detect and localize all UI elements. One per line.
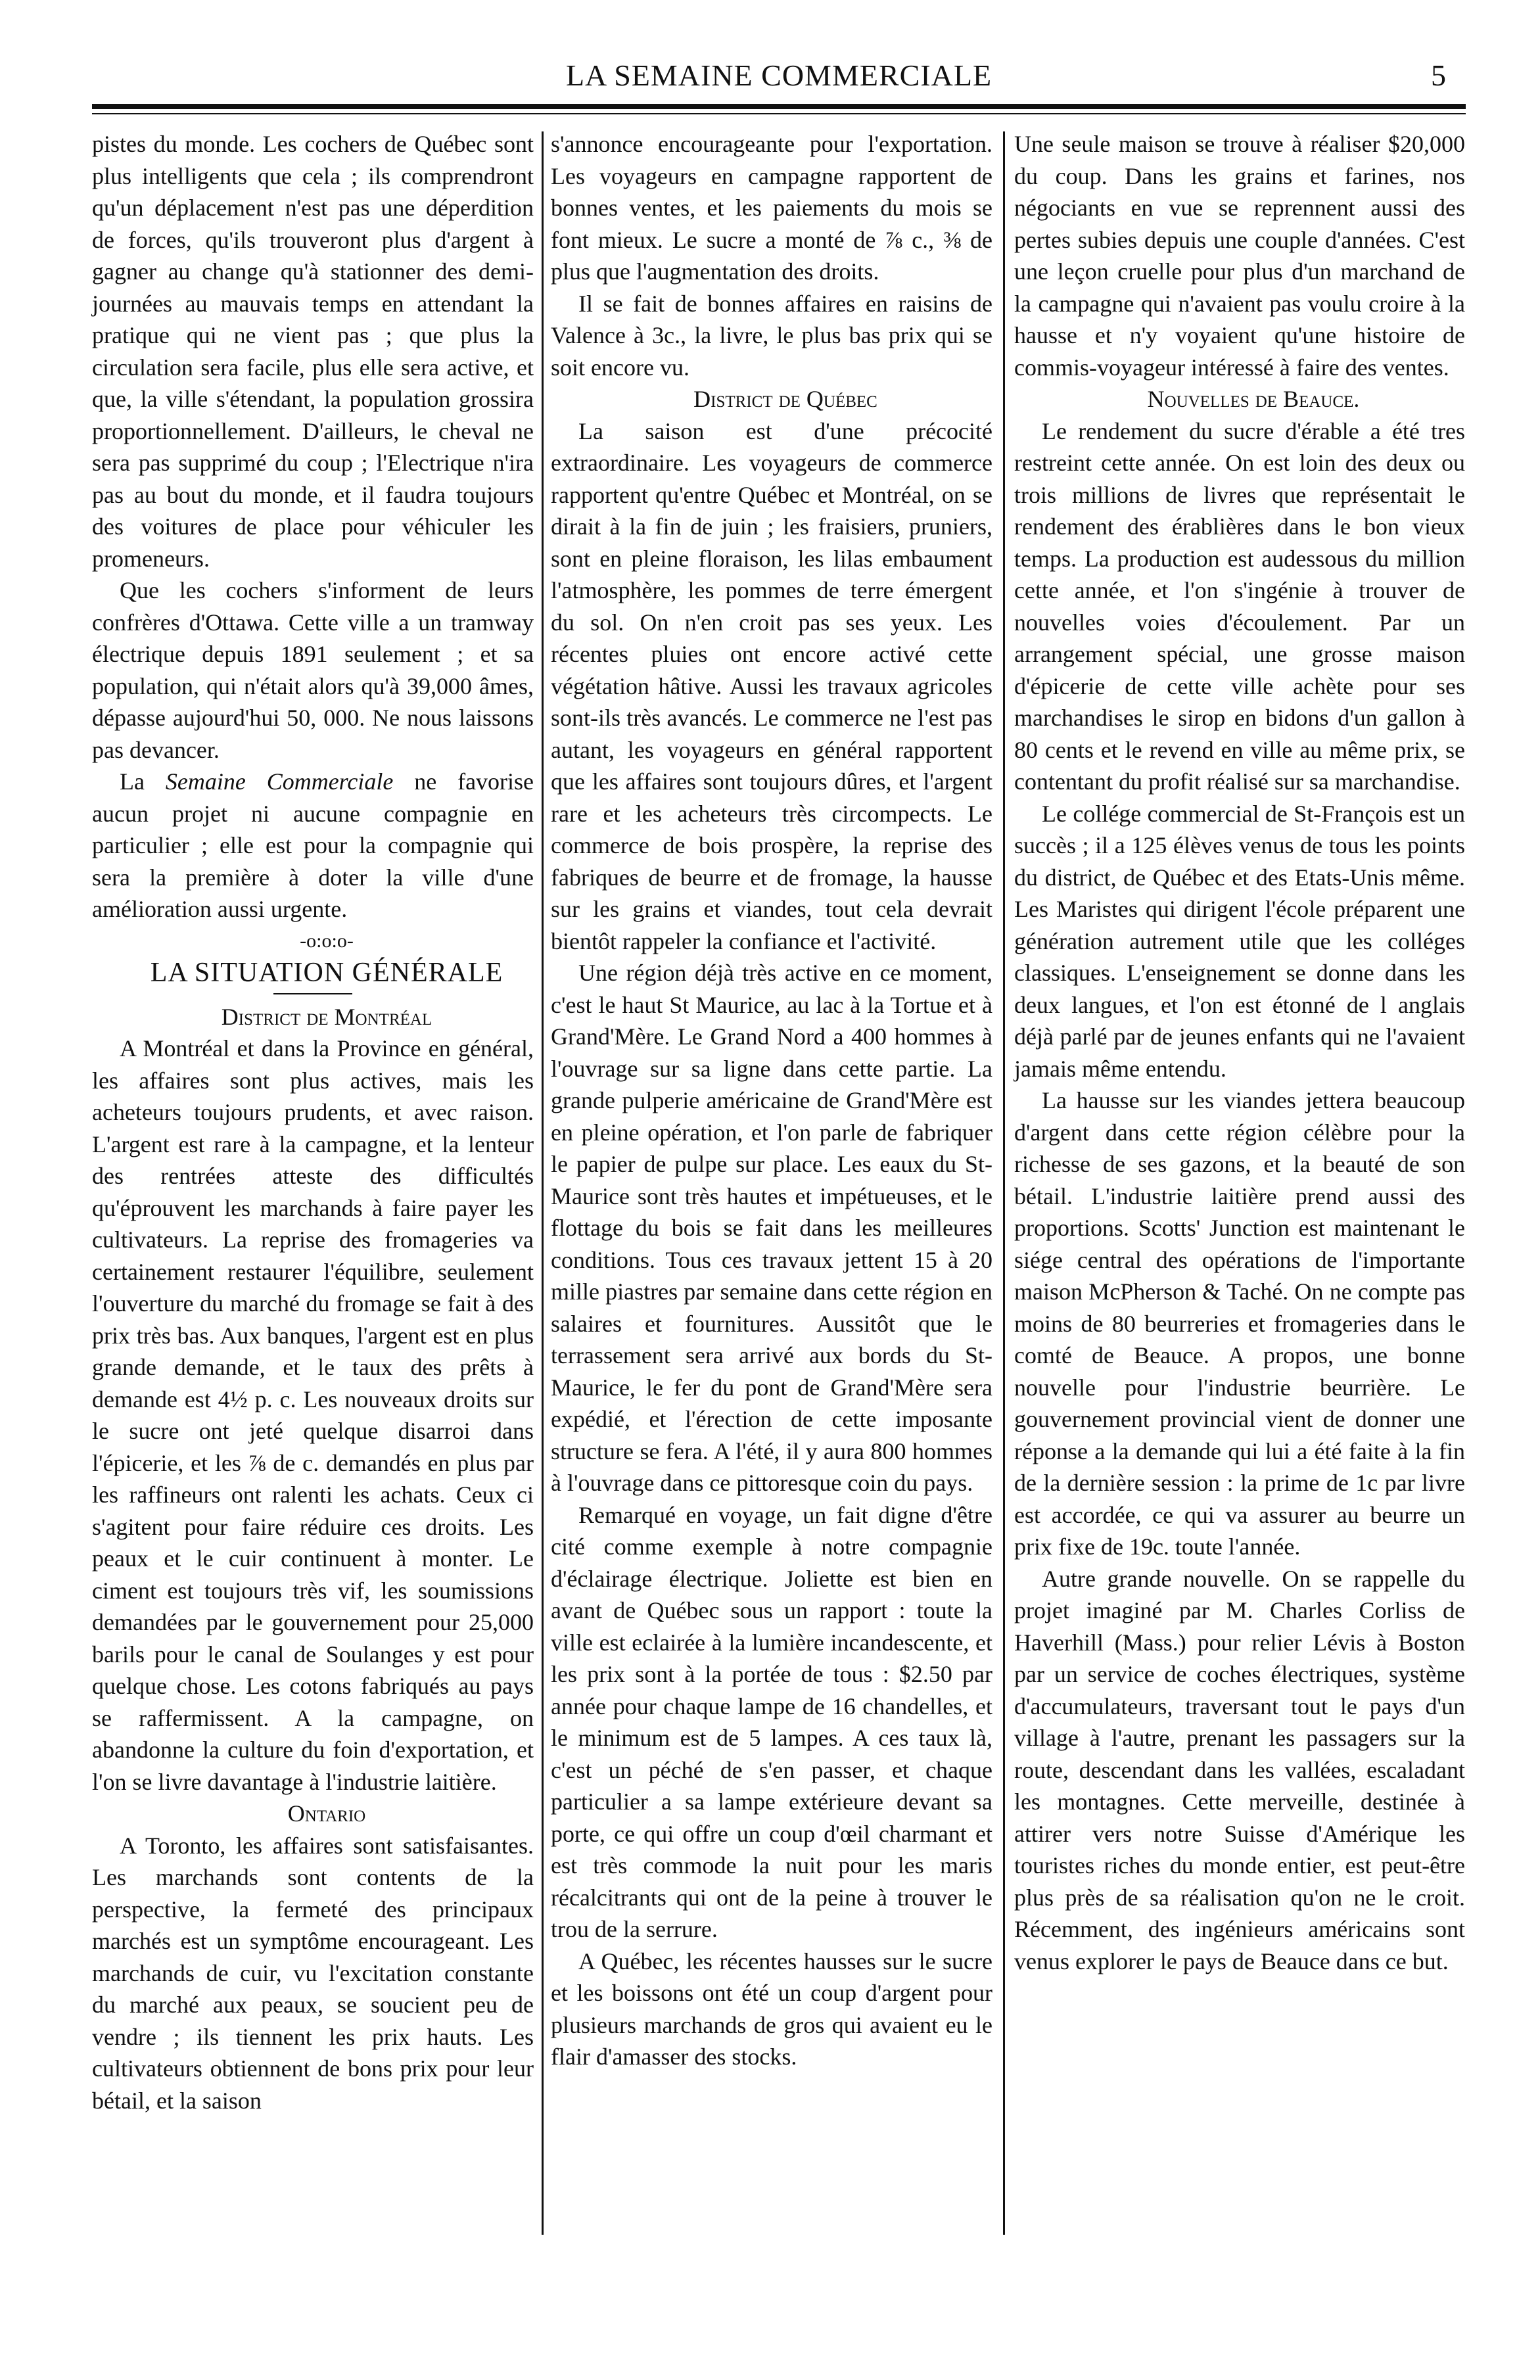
page-number: 5 [1431,58,1446,92]
article-paragraph: Il se fait de bonnes affaires en raisins de Valence à 3c., la livre, le plus bas prix qui se soit encore vu. [551,290,992,381]
publication-title: LA SEMAINE COMMERCIALE [565,58,992,92]
subhead-beauce: Nouvelles de Beauce. [1147,386,1360,412]
article-paragraph: La hausse sur les viandes jettera beaucoup d'argent dans cette région célèbre pour la richesse de ses gazons, et la beauté de son bétail. L'industrie laitière prend aussi des proportions. Scotts' Junction est maintenant le siége central des opérations de l'importante maison McPherson & Taché. On ne compte pas moins de 80 beurreries et fromageries dans le comté de Beauce. A propos, une bonne nouvelle pour l'industrie beurrière. Le gouvernement provincial vient de donner une réponse a la demande qui lui a été faite à la fin de la dernière session : la prime de 1c par livre est accordée, ce qui va assurer au beurre un prix fixe de 19c. toute l'année. [1014,1087,1465,1560]
article-paragraph: Une région déjà très active en ce moment, c'est le haut St Maurice, au lac à la Tortue et à Grand'Mère. Le Grand Nord a 400 hommes à l'ouvrage sur sa ligne dans cette partie. La grande pulperie américaine de Grand'Mère est en pleine opération, et l'on parle de fabriquer le papier de pulpe sur place. Les eaux du St-Maurice sont très hautes et impétueuses, et le flottage du bois se fait dans les meilleures conditions. Tous ces travaux jettent 15 à 20 mille piastres par semaine dans cette région en salaires et fournitures. Aussitôt que le terrassement sera arrivé aux bords du St-Maurice, le fer du pont de Grand'Mère sera expédié, et l'érection de cette imposante structure se fera. A l'été, il y aura 800 hommes à l'ouvrage dans ce pittoresque coin du pays. [551,960,992,1496]
column-divider-2 [1003,131,1005,2235]
column-2 [551,128,992,2073]
subhead-quebec: District de Québec [693,386,877,412]
article-paragraph: A Québec, les récentes hausses sur le sucre et les boissons ont été un coup d'argent pour plusieurs marchands de gros qui avaient eu le flair d'amasser des stocks. [551,1948,992,2070]
column-divider-1 [542,131,544,2235]
page-header [85,46,1472,99]
article-paragraph: pistes du monde. Les cochers de Québec sont plus intelligents que cela ; ils comprendront qu'un déplacement n'est pas une déperdition de forces, qu'ils trouveront plus d'argent à gagner au change qu'à stationner des demi-journées au mauvais temps en attendant la pratique qui ne vient pas ; que plus la circulation sera facile, plus elle sera active, et que, la ville s'étendant, la population grossira proportionnellement. D'ailleurs, le cheval ne sera pas supprimé du coup ; l'Electrique n'ira pas au bout du monde, et il faudra toujours des voitures de place pour véhiculer les promeneurs. [92,131,534,572]
section-rule [273,993,352,994]
column-3 [1014,128,1465,1977]
subhead-montreal: District de Montréal [221,1003,432,1030]
article-paragraph: La saison est d'une précocité extraordinaire. Les voyageurs de commerce rapportent qu'entre Québec et Montréal, on se dirait à la fin de juin ; les fraisiers, pruniers, sont en pleine floraison, les lilas embaument l'atmosphère, les pommes de terre émergent du sol. On n'en croit pas ses yeux. Les récentes pluies ont encore activé cette végétation hâtive. Aussi les travaux agricoles sont-ils très avancés. Le commerce ne l'est pas autant, les voyageurs en général rapportent que les affaires sont toujours dûres, et l'argent rare et les acheteurs très circompects. Le commerce de bois prospère, la reprise des fabriques de beurre et de fromage, la hausse sur les grains et viandes, tout cela devrait bientôt rappeler la confiance et l'activité. [551,417,992,954]
paragraph-rest: ne favorise aucun projet ni aucune compagnie en particulier ; elle est pour la compagnie qui sera la première à doter la ville d'une amélioration aussi urgente. [92,768,534,922]
paragraph-lead: La [120,768,145,795]
header-rule-thin [92,113,1466,114]
publication-name-italic: Semaine Commerciale [165,768,394,795]
article-paragraph: Le collége commercial de St-François est un succès ; il a 125 élèves venus de tous les points du district, de Québec et des Etats-Unis même. Les Maristes qui dirigent l'école préparent une génération autrement utile que les colléges classiques. L'enseignement se donne dans les deux langues, et l'on est étonné de l anglais déjà parlé par de jeunes enfants qui ne l'avaient jamais même entendu. [1014,800,1465,1082]
section-title: LA SITUATION GÉNÉRALE [150,958,503,988]
subhead-ontario: Ontario [287,1800,366,1827]
article-paragraph: s'annonce encourageante pour l'exportation. Les voyageurs en campagne rapportent de bonnes ventes, et les paiements du mois se font mieux. Le sucre a monté de ⅞ c., ⅜ de plus que l'augmentation des droits. [551,131,992,285]
separator: -o:o:o- [300,929,354,952]
article-paragraph: Remarqué en voyage, un fait digne d'être cité comme exemple à notre compagnie d'éclairage électrique. Joliette est bien en avant de Québec sous un rapport : toute la ville est eclairée à la lumière incandescente, et les prix sont à la portée de tous : $2.50 par année pour chaque lampe de 16 chandelles, et le minimum est de 5 lampes. A ces taux là, c'est un péché de s'en passer, et chaque particulier a sa lampe extérieure devant sa porte, ce qui offre un coup d'œil charmant et est très commode la nuit pour les maris récalcitrants qui ont de la peine à trouver le trou de la serrure. [551,1501,992,1942]
column-1 [92,128,534,2116]
article-paragraph: Une seule maison se trouve à réaliser $20,000 du coup. Dans les grains et farines, nos négociants en vue se reprennent aussi des pertes subies depuis une couple d'années. C'est une leçon cruelle pour plus d'un marchand de la campagne qui n'avaient pas voulu croire à la hausse et n'y voyaient qu'une histoire de commis-voyageur intéressé à faire des ventes. [1014,131,1465,381]
article-paragraph [92,766,534,925]
article-paragraph: Le rendement du sucre d'érable a été tres restreint cette année. On est loin des deux ou trois millions de livres que représentait le rendement des érablières dans le bon vieux temps. La production est audessous du million cette année, et l'on s'ingénie à trouver de nouvelles voies d'écoulement. Par un arrangement spécial, une grosse maison d'épicerie de cette ville achète pour ses marchandises le sirop en bidons d'un gallon à 80 cents et le revend en ville au même prix, se contentant du profit réalisé sur sa marchandise. [1014,417,1465,795]
article-paragraph: A Montréal et dans la Province en général, les affaires sont plus actives, mais les acheteurs toujours prudents, et avec raison. L'argent est rare à la campagne, et la lenteur des rentrées atteste des difficultés qu'éprouvent les marchands à faire payer les cultivateurs. La reprise des fromageries va certainement restaurer l'équilibre, seulement l'ouverture du marché du fromage se fait à des prix très bas. Aux banques, l'argent est en plus grande demande, et le taux des prêts à demande est 4½ p. c. Les nouveaux droits sur le sucre ont jeté quelque disarroi dans l'épicerie, et les ⅞ de c. demandés en plus par les raffineurs ont ralenti les achats. Ceux ci s'agitent pour faire réduire ces droits. Les peaux et le cuir continuent à monter. Le ciment est toujours très vif, les soumissions demandées par le gouvernement pour 25,000 barils pour le canal de Soulanges y est pour quelque chose. Les cotons fabriqués au pays se raffermissent. A la campagne, on abandonne la culture du foin d'exportation, et l'on se livre davantage à l'industrie laitière. [92,1035,534,1795]
header-rule-thick [92,104,1466,109]
article-paragraph: Autre grande nouvelle. On se rappelle du projet imaginé par M. Charles Corliss de Haverhill (Mass.) pour relier Lévis à Boston par un service de coches électriques, système d'accumulateurs, traversant tout le pays d'un village à l'autre, prenant les passagers sur la route, descendant dans les vallées, escaladant les montagnes. Cette merveille, destinée à attirer vers notre Suisse d'Amérique les touristes riches du monde entier, est peut-être plus près de sa réalisation qu'on ne le croit. Récemment, des ingénieurs américains sont venus explorer le pays de Beauce dans ce but. [1014,1565,1465,1974]
article-paragraph: Que les cochers s'informent de leurs confrères d'Ottawa. Cette ville a un tramway électrique depuis 1891 seulement ; et sa population, qui n'était alors qu'à 39,000 âmes, dépasse aujourd'hui 50, 000. Ne nous laissons pas devancer. [92,577,534,763]
article-paragraph: A Toronto, les affaires sont satisfaisantes. Les marchands sont contents de la perspective, la fermeté des principaux marchés est un symptôme encourageant. Les marchands de cuir, vu l'excitation constante du marché aux peaux, se soucient peu de vendre ; ils tiennent les prix hauts. Les cultivateurs obtiennent de bons prix pour leur bétail, et la saison [92,1832,534,2114]
